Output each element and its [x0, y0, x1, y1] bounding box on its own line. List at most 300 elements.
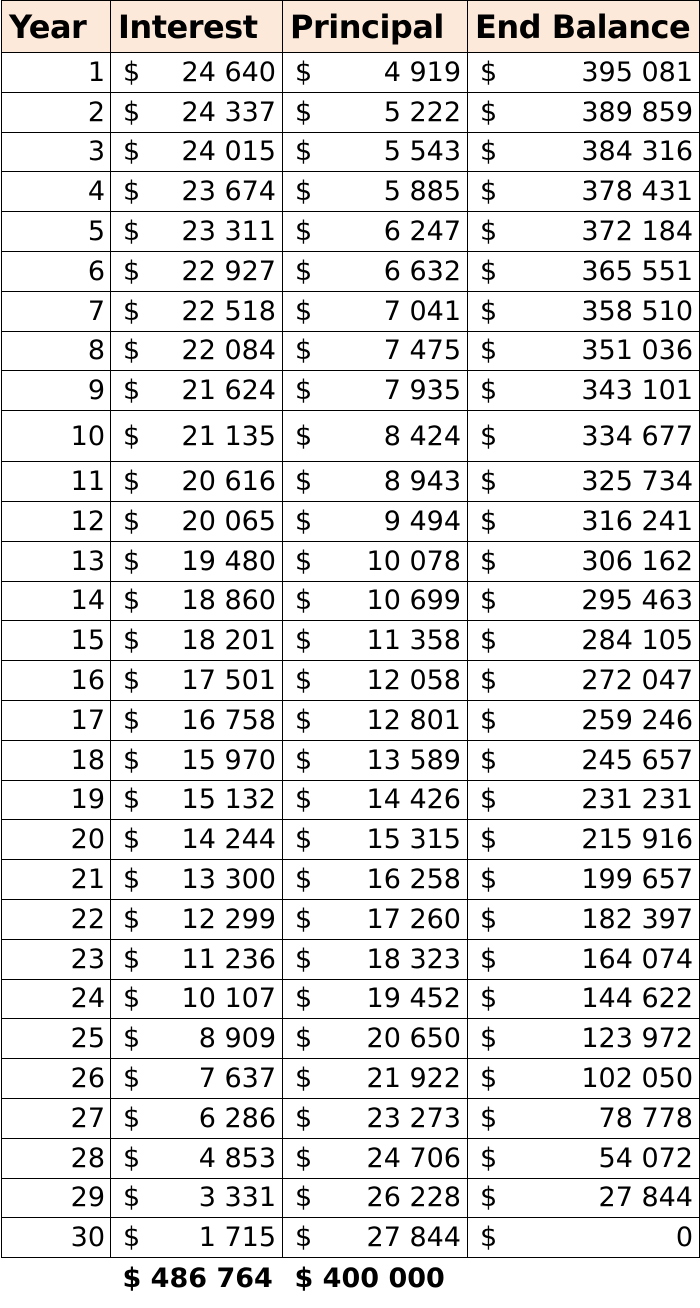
- balance-cell: [468, 939, 700, 979]
- interest-cell: [111, 53, 283, 93]
- interest-cell-value: 16 758: [181, 704, 276, 736]
- year-cell: 3: [2, 132, 111, 172]
- currency-symbol: $: [480, 96, 498, 128]
- balance-cell-value: 144 622: [581, 983, 693, 1015]
- principal-cell-value: 19 452: [366, 983, 461, 1015]
- currency-symbol: $: [295, 824, 313, 856]
- currency-symbol: $: [123, 375, 141, 407]
- currency-symbol: $: [123, 903, 141, 935]
- table-row: [2, 979, 700, 1019]
- balance-cell-value: 378 431: [581, 176, 693, 208]
- currency-symbol: $: [480, 505, 498, 537]
- currency-symbol: $: [480, 983, 498, 1015]
- currency-symbol: $: [295, 665, 313, 697]
- currency-symbol: $: [480, 824, 498, 856]
- currency-symbol: $: [123, 295, 141, 327]
- currency-symbol: $: [480, 335, 498, 367]
- header-year: Year: [2, 1, 111, 53]
- table-row: [2, 251, 700, 291]
- year-cell: 15: [2, 621, 111, 661]
- year-cell: 21: [2, 860, 111, 900]
- table-row: [2, 501, 700, 541]
- balance-cell-value: 306 162: [581, 545, 693, 577]
- interest-cell: [111, 132, 283, 172]
- balance-cell: [468, 331, 700, 371]
- table-row: [2, 1218, 700, 1258]
- balance-cell: [468, 172, 700, 212]
- header-interest: Interest: [111, 1, 283, 53]
- balance-cell-value: 123 972: [581, 1023, 693, 1055]
- balance-cell: [468, 1178, 700, 1218]
- currency-symbol: $: [123, 625, 141, 657]
- year-cell: 29: [2, 1178, 111, 1218]
- balance-cell-value: 372 184: [581, 216, 693, 248]
- interest-cell: [111, 740, 283, 780]
- totals-spacer-end: [468, 1258, 700, 1299]
- currency-symbol: $: [295, 216, 313, 248]
- currency-symbol: $: [123, 824, 141, 856]
- year-cell: 30: [2, 1218, 111, 1258]
- balance-cell: [468, 899, 700, 939]
- currency-symbol: $: [295, 1102, 313, 1134]
- year-cell: 14: [2, 581, 111, 621]
- currency-symbol: $: [123, 545, 141, 577]
- principal-cell: [283, 462, 468, 502]
- year-cell: 27: [2, 1098, 111, 1138]
- balance-cell: [468, 1059, 700, 1099]
- currency-symbol: $: [295, 420, 313, 452]
- balance-cell: [468, 371, 700, 411]
- balance-cell-value: 365 551: [581, 255, 693, 287]
- currency-symbol: $: [295, 1142, 313, 1174]
- interest-cell: [111, 1098, 283, 1138]
- principal-cell-value: 13 589: [366, 744, 461, 776]
- table-row: [2, 700, 700, 740]
- interest-cell-value: 15 132: [181, 784, 276, 816]
- principal-cell-value: 6 247: [383, 216, 461, 248]
- principal-cell: [283, 939, 468, 979]
- year-cell: 6: [2, 251, 111, 291]
- currency-symbol: $: [480, 295, 498, 327]
- interest-cell: [111, 661, 283, 701]
- currency-symbol: $: [123, 665, 141, 697]
- interest-cell: [111, 979, 283, 1019]
- balance-cell: [468, 1218, 700, 1258]
- currency-symbol: $: [123, 943, 141, 975]
- balance-cell-value: 164 074: [581, 943, 693, 975]
- table-row: [2, 740, 700, 780]
- interest-cell: [111, 92, 283, 132]
- currency-symbol: $: [480, 176, 498, 208]
- currency-symbol: $: [123, 466, 141, 498]
- interest-cell: [111, 501, 283, 541]
- currency-symbol: $: [480, 1102, 498, 1134]
- principal-cell: [283, 291, 468, 331]
- year-cell: 4: [2, 172, 111, 212]
- principal-cell: [283, 581, 468, 621]
- totals-row: [2, 1258, 700, 1299]
- balance-cell: [468, 860, 700, 900]
- currency-symbol: $: [295, 295, 313, 327]
- currency-symbol: $: [480, 1182, 498, 1214]
- currency-symbol: $: [480, 1142, 498, 1174]
- currency-symbol: $: [480, 625, 498, 657]
- principal-cell-value: 18 323: [366, 943, 461, 975]
- table-row: [2, 581, 700, 621]
- year-cell: 19: [2, 780, 111, 820]
- currency-symbol: $: [295, 903, 313, 935]
- principal-cell: [283, 979, 468, 1019]
- currency-symbol: $: [480, 216, 498, 248]
- table-row: [2, 541, 700, 581]
- currency-symbol: $: [123, 784, 141, 816]
- currency-symbol: $: [295, 1182, 313, 1214]
- interest-cell-value: 13 300: [181, 864, 276, 896]
- principal-cell: [283, 1218, 468, 1258]
- interest-cell-value: 18 860: [181, 585, 276, 617]
- year-cell: 5: [2, 212, 111, 252]
- table-row: [2, 661, 700, 701]
- currency-symbol: $: [480, 585, 498, 617]
- table-row: [2, 291, 700, 331]
- year-cell: 17: [2, 700, 111, 740]
- header-principal: Principal: [283, 1, 468, 53]
- balance-cell-value: 231 231: [581, 784, 693, 816]
- table-row: [2, 621, 700, 661]
- currency-symbol: $: [123, 136, 141, 168]
- totals-spacer: [2, 1258, 111, 1299]
- principal-cell: [283, 1098, 468, 1138]
- principal-cell-value: 27 844: [366, 1222, 461, 1254]
- interest-cell-value: 22 927: [181, 255, 276, 287]
- principal-cell: [283, 1138, 468, 1178]
- currency-symbol: $: [123, 1142, 141, 1174]
- year-cell: 2: [2, 92, 111, 132]
- year-cell: 24: [2, 979, 111, 1019]
- currency-symbol: $: [480, 545, 498, 577]
- interest-cell: [111, 899, 283, 939]
- principal-cell-value: 5 543: [383, 136, 461, 168]
- currency-symbol: $: [295, 585, 313, 617]
- year-cell: 8: [2, 331, 111, 371]
- balance-cell: [468, 700, 700, 740]
- currency-symbol: $: [123, 255, 141, 287]
- interest-cell-value: 23 311: [181, 216, 276, 248]
- table-row: [2, 820, 700, 860]
- year-cell: 26: [2, 1059, 111, 1099]
- currency-symbol: $: [295, 505, 313, 537]
- interest-cell: [111, 1138, 283, 1178]
- currency-symbol: $: [295, 1023, 313, 1055]
- year-cell: 25: [2, 1019, 111, 1059]
- interest-cell: [111, 212, 283, 252]
- currency-symbol: $: [123, 96, 141, 128]
- principal-cell: [283, 1059, 468, 1099]
- balance-cell: [468, 132, 700, 172]
- principal-cell-value: 5 885: [383, 176, 461, 208]
- principal-cell: [283, 331, 468, 371]
- currency-symbol: $: [123, 983, 141, 1015]
- principal-cell: [283, 371, 468, 411]
- table-row: [2, 132, 700, 172]
- currency-symbol: $: [123, 1182, 141, 1214]
- principal-cell: [283, 621, 468, 661]
- interest-cell-value: 4 853: [198, 1142, 276, 1174]
- principal-cell: [283, 172, 468, 212]
- amortization-table: [1, 0, 700, 1298]
- year-cell: 11: [2, 462, 111, 502]
- currency-symbol: $: [295, 255, 313, 287]
- currency-symbol: $: [295, 704, 313, 736]
- balance-cell-value: 343 101: [581, 375, 693, 407]
- year-cell: 12: [2, 501, 111, 541]
- currency-symbol: $: [295, 1222, 313, 1254]
- currency-symbol: $: [123, 585, 141, 617]
- balance-cell-value: 215 916: [581, 824, 693, 856]
- balance-cell-value: 325 734: [581, 466, 693, 498]
- principal-cell-value: 8 424: [383, 420, 461, 452]
- balance-cell-value: 78 778: [598, 1102, 693, 1134]
- balance-cell: [468, 1098, 700, 1138]
- currency-symbol: $: [123, 420, 141, 452]
- balance-cell-value: 199 657: [581, 864, 693, 896]
- principal-cell-value: 8 943: [383, 466, 461, 498]
- principal-cell: [283, 820, 468, 860]
- interest-cell-value: 15 970: [181, 744, 276, 776]
- principal-cell: [283, 501, 468, 541]
- balance-cell: [468, 1138, 700, 1178]
- balance-cell-value: 182 397: [581, 903, 693, 935]
- currency-symbol: $: [123, 744, 141, 776]
- currency-symbol: $: [480, 784, 498, 816]
- principal-cell: [283, 899, 468, 939]
- interest-cell-value: 22 084: [181, 335, 276, 367]
- header-end-balance: End Balance: [468, 1, 700, 53]
- currency-symbol: $: [480, 744, 498, 776]
- principal-cell-value: 7 475: [383, 335, 461, 367]
- currency-symbol: $: [295, 56, 313, 88]
- year-cell: 28: [2, 1138, 111, 1178]
- currency-symbol: $: [123, 335, 141, 367]
- currency-symbol: $: [295, 864, 313, 896]
- table-row: [2, 371, 700, 411]
- balance-cell-value: 316 241: [581, 505, 693, 537]
- interest-cell: [111, 331, 283, 371]
- table-row: [2, 53, 700, 93]
- interest-cell: [111, 172, 283, 212]
- principal-cell: [283, 780, 468, 820]
- currency-symbol: $: [480, 255, 498, 287]
- balance-cell-value: 334 677: [581, 420, 693, 452]
- principal-cell-value: 7 935: [383, 375, 461, 407]
- balance-cell: [468, 92, 700, 132]
- interest-cell-value: 22 518: [181, 295, 276, 327]
- interest-cell: [111, 1059, 283, 1099]
- year-cell: 1: [2, 53, 111, 93]
- currency-symbol: $: [123, 216, 141, 248]
- interest-cell: [111, 1019, 283, 1059]
- principal-cell: [283, 251, 468, 291]
- balance-cell: [468, 661, 700, 701]
- table-row: [2, 462, 700, 502]
- currency-symbol: $: [480, 1063, 498, 1095]
- currency-symbol: $: [480, 56, 498, 88]
- principal-cell-value: 26 228: [366, 1182, 461, 1214]
- balance-cell-value: 295 463: [581, 585, 693, 617]
- interest-cell: [111, 581, 283, 621]
- interest-cell-value: 11 236: [181, 943, 276, 975]
- table-row: [2, 331, 700, 371]
- table-row: [2, 939, 700, 979]
- currency-symbol: $: [480, 903, 498, 935]
- principal-cell-value: 11 358: [366, 625, 461, 657]
- currency-symbol: $: [123, 1102, 141, 1134]
- table-row: [2, 899, 700, 939]
- balance-cell: [468, 411, 700, 462]
- interest-cell-value: 18 201: [181, 625, 276, 657]
- balance-cell-value: 102 050: [581, 1063, 693, 1095]
- interest-cell-value: 20 616: [181, 466, 276, 498]
- currency-symbol: $: [295, 625, 313, 657]
- interest-cell: [111, 291, 283, 331]
- currency-symbol: $: [123, 56, 141, 88]
- currency-symbol: $: [480, 704, 498, 736]
- principal-cell: [283, 53, 468, 93]
- currency-symbol: $: [480, 864, 498, 896]
- interest-cell-value: 6 286: [198, 1102, 276, 1134]
- currency-symbol: $: [295, 335, 313, 367]
- principal-cell: [283, 411, 468, 462]
- currency-symbol: $: [295, 744, 313, 776]
- balance-cell: [468, 212, 700, 252]
- balance-cell: [468, 820, 700, 860]
- balance-cell-value: 272 047: [581, 665, 693, 697]
- interest-cell: [111, 939, 283, 979]
- principal-cell: [283, 700, 468, 740]
- interest-cell: [111, 371, 283, 411]
- currency-symbol: $: [295, 375, 313, 407]
- interest-cell-value: 14 244: [181, 824, 276, 856]
- table-row: [2, 172, 700, 212]
- balance-cell: [468, 740, 700, 780]
- total-interest: $ 486 764: [122, 1262, 273, 1294]
- interest-cell-value: 3 331: [198, 1182, 276, 1214]
- currency-symbol: $: [480, 466, 498, 498]
- interest-cell-value: 24 015: [181, 136, 276, 168]
- balance-cell-value: 284 105: [581, 625, 693, 657]
- interest-cell-value: 10 107: [181, 983, 276, 1015]
- principal-cell-value: 10 699: [366, 585, 461, 617]
- principal-cell: [283, 860, 468, 900]
- year-cell: 13: [2, 541, 111, 581]
- balance-cell: [468, 501, 700, 541]
- principal-cell-value: 23 273: [366, 1102, 461, 1134]
- year-cell: 18: [2, 740, 111, 780]
- table-row: [2, 1098, 700, 1138]
- interest-cell-value: 12 299: [181, 903, 276, 935]
- currency-symbol: $: [295, 1063, 313, 1095]
- year-cell: 23: [2, 939, 111, 979]
- balance-cell: [468, 462, 700, 502]
- currency-symbol: $: [295, 983, 313, 1015]
- interest-cell-value: 24 337: [181, 96, 276, 128]
- principal-cell-value: 21 922: [366, 1063, 461, 1095]
- year-cell: 22: [2, 899, 111, 939]
- principal-cell: [283, 661, 468, 701]
- principal-cell-value: 5 222: [383, 96, 461, 128]
- currency-symbol: $: [295, 176, 313, 208]
- interest-cell-value: 24 640: [181, 56, 276, 88]
- table-row: [2, 780, 700, 820]
- interest-cell-value: 20 065: [181, 505, 276, 537]
- balance-cell: [468, 53, 700, 93]
- interest-cell-value: 21 624: [181, 375, 276, 407]
- interest-cell-value: 7 637: [198, 1063, 276, 1095]
- table-row: [2, 1178, 700, 1218]
- currency-symbol: $: [123, 1063, 141, 1095]
- balance-cell-value: 358 510: [581, 295, 693, 327]
- interest-cell-value: 21 135: [181, 420, 276, 452]
- currency-symbol: $: [123, 505, 141, 537]
- principal-cell: [283, 740, 468, 780]
- currency-symbol: $: [480, 943, 498, 975]
- balance-cell: [468, 621, 700, 661]
- principal-cell: [283, 92, 468, 132]
- balance-cell-value: 389 859: [581, 96, 693, 128]
- principal-cell-value: 10 078: [366, 545, 461, 577]
- interest-cell: [111, 1218, 283, 1258]
- currency-symbol: $: [480, 375, 498, 407]
- balance-cell: [468, 291, 700, 331]
- table-row: [2, 212, 700, 252]
- principal-cell-value: 12 058: [366, 665, 461, 697]
- header-row: [2, 1, 700, 53]
- interest-cell-value: 19 480: [181, 545, 276, 577]
- principal-cell-value: 14 426: [366, 784, 461, 816]
- year-cell: 10: [2, 411, 111, 462]
- principal-cell: [283, 132, 468, 172]
- interest-cell: [111, 462, 283, 502]
- currency-symbol: $: [295, 136, 313, 168]
- interest-cell: [111, 860, 283, 900]
- balance-cell-value: 395 081: [581, 56, 693, 88]
- balance-cell-value: 27 844: [598, 1182, 693, 1214]
- principal-cell-value: 24 706: [366, 1142, 461, 1174]
- currency-symbol: $: [295, 545, 313, 577]
- currency-symbol: $: [123, 1222, 141, 1254]
- currency-symbol: $: [123, 864, 141, 896]
- balance-cell: [468, 1019, 700, 1059]
- principal-cell-value: 16 258: [366, 864, 461, 896]
- interest-cell: [111, 411, 283, 462]
- principal-cell: [283, 541, 468, 581]
- table-row: [2, 1138, 700, 1178]
- principal-cell-value: 7 041: [383, 295, 461, 327]
- table-row: [2, 1059, 700, 1099]
- currency-symbol: $: [295, 943, 313, 975]
- interest-cell-value: 23 674: [181, 176, 276, 208]
- interest-cell: [111, 1178, 283, 1218]
- principal-cell-value: 17 260: [366, 903, 461, 935]
- currency-symbol: $: [295, 466, 313, 498]
- total-principal: $ 400 000: [294, 1262, 445, 1294]
- interest-cell-value: 8 909: [198, 1023, 276, 1055]
- interest-cell: [111, 621, 283, 661]
- principal-cell-value: 4 919: [383, 56, 461, 88]
- balance-cell: [468, 581, 700, 621]
- principal-cell-value: 12 801: [366, 704, 461, 736]
- currency-symbol: $: [480, 665, 498, 697]
